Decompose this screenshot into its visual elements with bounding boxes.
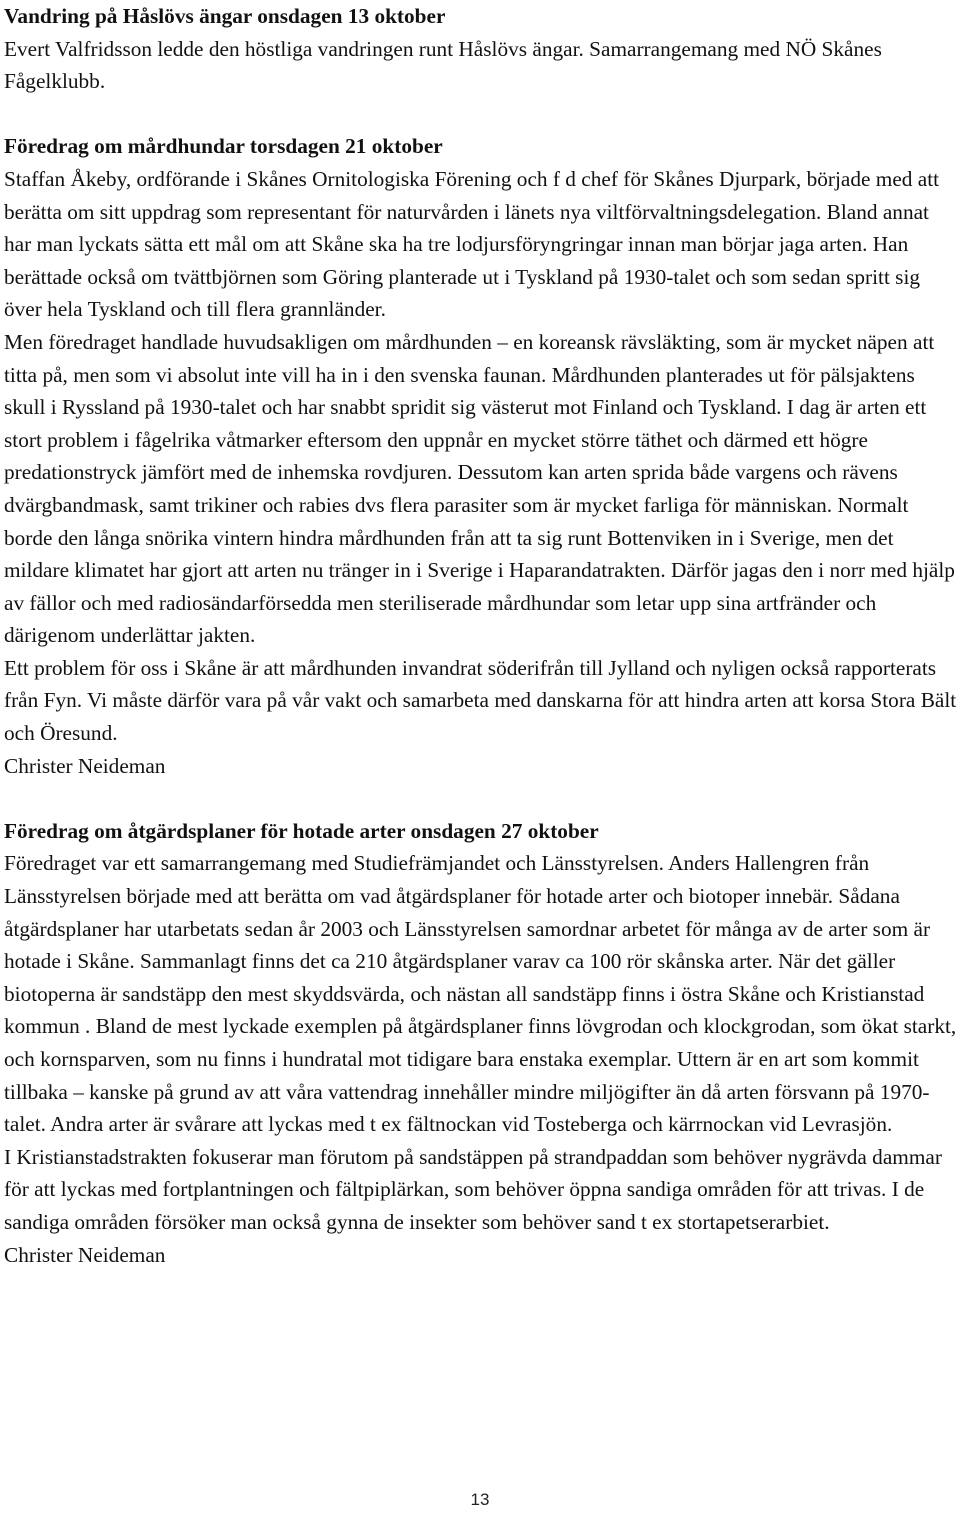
section-atgardsplaner [4,815,958,1271]
paragraph: Staffan Åkeby, ordförande i Skånes Ornitologiska Förening och f d chef för Skånes Djurpark, började med att berätta om sitt uppdrag som representant för naturvården i länets nya viltförvaltningsdelegation. Bland annat har man lyckats sätta ett mål om att Skåne ska ha tre lodjursföryngringar innan man börjar jaga arten. Han berättade också om tvättbjörnen som Göring planterade ut i Tyskland på 1930-talet och som sedan spritt sig över hela Tyskland och till flera grannländer. [4,166,940,322]
section-vandring [4,0,958,98]
spacer [4,98,958,131]
paragraph: Evert Valfridsson ledde den höstliga vandringen runt Håslövs ängar. Samarrangemang med NÖ Skånes Fågelklubb. [4,36,882,94]
section-mardhundar [4,130,958,782]
section-heading: Föredrag om åtgärdsplaner för hotade arter onsdagen 27 oktober [4,818,599,843]
spacer [4,782,958,815]
document-page [4,0,958,1271]
author-signature: Christer Neideman [4,1242,166,1267]
section-heading: Föredrag om mårdhundar torsdagen 21 oktober [4,134,443,159]
paragraph: Men föredraget handlade huvudsakligen om mårdhunden – en koreansk rävsläkting, som är mycket näpen att titta på, men som vi absolut inte vill ha in i den svenska faunan. Mårdhunden planterades ut för pälsjaktens skull i Ryssland på 1930-talet och har snabbt spridit sig västerut mot Finland och Tyskland. I dag är arten ett stort problem i fågelrika våtmarker eftersom den uppnår en mycket större täthet och därmed ett högre predationstryck jämfört med de inhemska rovdjuren. Dessutom kan arten sprida både vargens och rävens dvärgbandmask, samt trikiner och rabies dvs flera parasiter som är mycket farliga för människan. Normalt borde den långa snörika vintern hindra mårdhunden från att ta sig runt Bottenviken in i Sverige, men det mildare klimatet har gjort att arten nu tränger in i Sverige i Haparandatrakten. Därför jagas den i norr med hjälp av fällor och med radiosändarförsedda men steriliserade mårdhundar som letar upp sina artfränder och därigenom underlättar jakten. [4,329,955,648]
paragraph: Föredraget var ett samarrangemang med Studiefrämjandet och Länsstyrelsen. Anders Hallengren från Länsstyrelsen började med att berätta om vad åtgärdsplaner för hotade arter och biotoper innebär. Sådana åtgärdsplaner har utarbetats sedan år 2003 och Länsstyrelsen samordnar arbetet för många av de arter som är hotade i Skåne. Sammanlagt finns det ca 210 åtgärdsplaner varav ca 100 rör skånska arter. När det gäller biotoperna är sandstäpp den mest skyddsvärda, och nästan all sandstäpp finns i östra Skåne och Kristianstad kommun . Bland de mest lyckade exemplen på åtgärdsplaner finns lövgrodan och klockgrodan, som ökat starkt, och kornsparven, som nu finns i hundratal mot tidigare bara enstaka exemplar. Uttern är en art som kommit tillbaka – kanske på grund av att våra vattendrag innehåller mindre miljögifter än då arten försvann på 1970-talet. Andra arter är svårare att lyckas med t ex fältnockan vid Tosteberga och kärrnockan vid Levrasjön. [4,851,957,1137]
section-heading: Vandring på Håslövs ängar onsdagen 13 oktober [4,4,446,28]
paragraph: I Kristianstadstrakten fokuserar man förutom på sandstäppen på strandpaddan som behöver nygrävda dammar för att lyckas med fortplantningen och fältpiplärkan, som behöver öppna sandiga områden för att trivas. I de sandiga områden försöker man också gynna de insekter som behöver sand t ex stortapetserarbiet. [4,1144,942,1234]
page-number: 13 [470,1490,490,1509]
paragraph: Ett problem för oss i Skåne är att mårdhunden invandrat söderifrån till Jylland och nyligen också rapporterats från Fyn. Vi måste därför vara på vår vakt och samarbeta med danskarna för att hindra arten att korsa Stora Bält och Öresund. [4,655,957,746]
author-signature: Christer Neideman [4,753,166,778]
